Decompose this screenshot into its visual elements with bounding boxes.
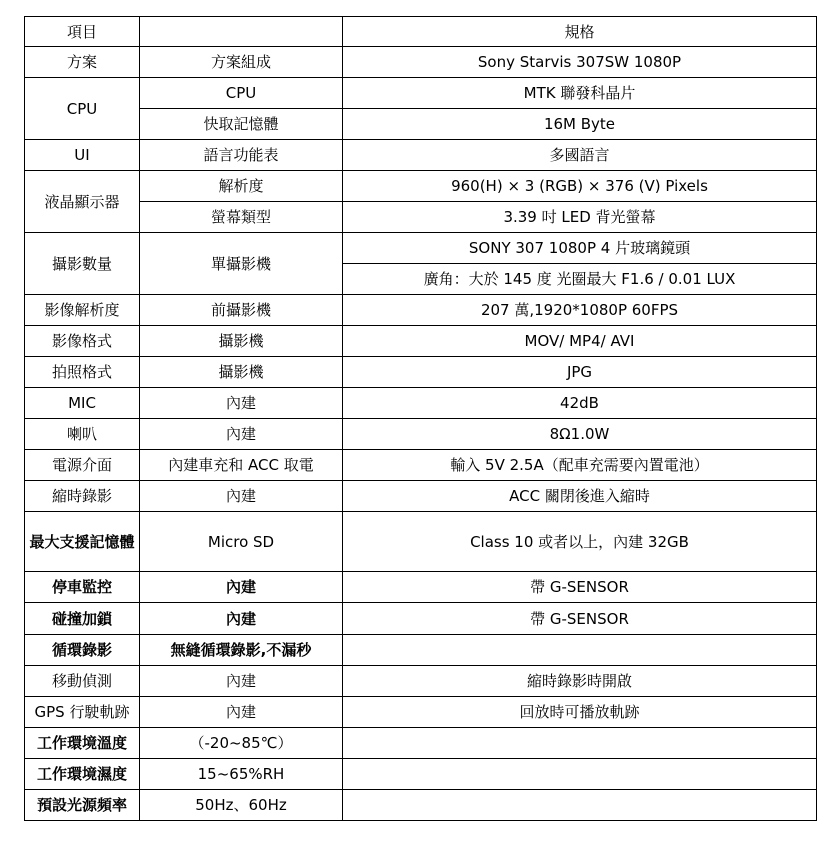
row-value <box>343 759 817 790</box>
header-blank <box>140 17 343 47</box>
row-sublabel: 內建 <box>140 419 343 450</box>
row-sublabel: 內建 <box>140 388 343 419</box>
row-sublabel: 方案組成 <box>140 47 343 78</box>
row-label: 液晶顯示器 <box>25 171 140 233</box>
table-row <box>25 481 817 512</box>
table-row <box>25 109 817 140</box>
row-sublabel: CPU <box>140 78 343 109</box>
table-row <box>25 572 817 603</box>
row-sublabel: 內建 <box>140 603 343 635</box>
row-label: 縮時錄影 <box>25 481 140 512</box>
table-row <box>25 202 817 233</box>
row-sublabel: 內建 <box>140 697 343 728</box>
row-value <box>343 728 817 759</box>
row-label: MIC <box>25 388 140 419</box>
table-row <box>25 512 817 572</box>
row-label: 拍照格式 <box>25 357 140 388</box>
row-value: 3.39 吋 LED 背光螢幕 <box>343 202 817 233</box>
table-row <box>25 666 817 697</box>
row-sublabel: 內建 <box>140 666 343 697</box>
row-value: MTK 聯發科晶片 <box>343 78 817 109</box>
row-label: UI <box>25 140 140 171</box>
table-row <box>25 171 817 202</box>
row-label: 工作環境溫度 <box>25 728 140 759</box>
row-sublabel: 螢幕類型 <box>140 202 343 233</box>
row-sublabel: 單攝影機 <box>140 233 343 295</box>
row-sublabel: 解析度 <box>140 171 343 202</box>
row-value: 帶 G-SENSOR <box>343 572 817 603</box>
table-row <box>25 728 817 759</box>
row-sublabel: 語言功能表 <box>140 140 343 171</box>
table-row <box>25 790 817 821</box>
row-label: 移動偵測 <box>25 666 140 697</box>
row-value <box>343 790 817 821</box>
row-label: GPS 行駛軌跡 <box>25 697 140 728</box>
table-row <box>25 78 817 109</box>
row-value: 回放時可播放軌跡 <box>343 697 817 728</box>
table-row <box>25 357 817 388</box>
row-sublabel: 攝影機 <box>140 326 343 357</box>
row-sublabel: 50Hz、60Hz <box>140 790 343 821</box>
row-value: 多國語言 <box>343 140 817 171</box>
row-value: 輸入 5V 2.5A（配車充需要內置電池） <box>343 450 817 481</box>
row-label: 影像格式 <box>25 326 140 357</box>
row-label: 電源介面 <box>25 450 140 481</box>
table-row <box>25 140 817 171</box>
row-label: 停車監控 <box>25 572 140 603</box>
row-value: 8Ω1.0W <box>343 419 817 450</box>
spec-table <box>24 16 817 821</box>
row-label: CPU <box>25 78 140 140</box>
row-value: 207 萬,1920*1080P 60FPS <box>343 295 817 326</box>
row-label: 工作環境濕度 <box>25 759 140 790</box>
row-value: SONY 307 1080P 4 片玻璃鏡頭 <box>343 233 817 264</box>
table-row <box>25 388 817 419</box>
row-sublabel: 內建車充和 ACC 取電 <box>140 450 343 481</box>
row-label: 攝影數量 <box>25 233 140 295</box>
table-header-row <box>25 17 817 47</box>
row-value: ACC 關閉後進入縮時 <box>343 481 817 512</box>
row-sublabel: 快取記憶體 <box>140 109 343 140</box>
table-row <box>25 603 817 635</box>
table-row <box>25 233 817 264</box>
row-sublabel: 內建 <box>140 572 343 603</box>
row-value: 960(H) × 3 (RGB) × 376 (V) Pixels <box>343 171 817 202</box>
row-value: 帶 G-SENSOR <box>343 603 817 635</box>
table-row <box>25 419 817 450</box>
row-value: JPG <box>343 357 817 388</box>
row-sublabel: 前攝影機 <box>140 295 343 326</box>
table-row <box>25 697 817 728</box>
row-value: 廣角：大於 145 度 光圈最大 F1.6 / 0.01 LUX <box>343 264 817 295</box>
row-label: 預設光源頻率 <box>25 790 140 821</box>
row-label: 最大支援記憶體 <box>25 512 140 572</box>
header-item: 項目 <box>25 17 140 47</box>
table-row <box>25 635 817 666</box>
row-sublabel: 內建 <box>140 481 343 512</box>
row-sublabel: Micro SD <box>140 512 343 572</box>
table-row <box>25 450 817 481</box>
row-sublabel: 無縫循環錄影,不漏秒 <box>140 635 343 666</box>
row-sublabel: （-20~85℃） <box>140 728 343 759</box>
row-sublabel: 攝影機 <box>140 357 343 388</box>
row-value: Sony Starvis 307SW 1080P <box>343 47 817 78</box>
row-label: 循環錄影 <box>25 635 140 666</box>
row-value: Class 10 或者以上，內建 32GB <box>343 512 817 572</box>
row-value: 縮時錄影時開啟 <box>343 666 817 697</box>
table-row <box>25 759 817 790</box>
row-label: 碰撞加鎖 <box>25 603 140 635</box>
row-value: 42dB <box>343 388 817 419</box>
header-spec: 規格 <box>343 17 817 47</box>
row-label: 影像解析度 <box>25 295 140 326</box>
row-value: MOV/ MP4/ AVI <box>343 326 817 357</box>
row-sublabel: 15~65%RH <box>140 759 343 790</box>
table-row <box>25 47 817 78</box>
row-label: 方案 <box>25 47 140 78</box>
table-row <box>25 295 817 326</box>
table-row <box>25 326 817 357</box>
row-value <box>343 635 817 666</box>
row-label: 喇叭 <box>25 419 140 450</box>
row-value: 16M Byte <box>343 109 817 140</box>
